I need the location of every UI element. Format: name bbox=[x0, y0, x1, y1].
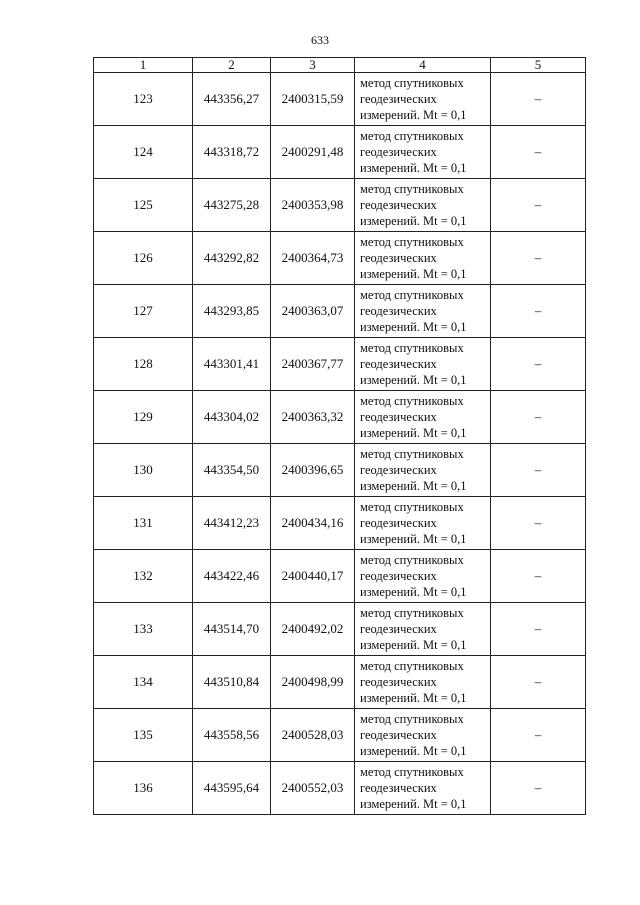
y-coordinate-cell: 2400440,17 bbox=[271, 550, 355, 603]
point-number-cell: 123 bbox=[94, 73, 193, 126]
column-5-cell: – bbox=[491, 179, 586, 232]
column-5-cell: – bbox=[491, 656, 586, 709]
column-header: 1 bbox=[94, 58, 193, 73]
method-cell bbox=[355, 603, 491, 656]
method-line: метод спутниковых bbox=[360, 394, 464, 408]
method-line: геодезических bbox=[360, 463, 437, 477]
point-number-cell: 126 bbox=[94, 232, 193, 285]
table-row bbox=[94, 709, 586, 762]
method-line: метод спутниковых bbox=[360, 182, 464, 196]
table-row bbox=[94, 126, 586, 179]
point-number-cell: 130 bbox=[94, 444, 193, 497]
method-line: измерений. Mt = 0,1 bbox=[360, 108, 467, 122]
method-line: метод спутниковых bbox=[360, 765, 464, 779]
column-5-cell: – bbox=[491, 709, 586, 762]
method-line: измерений. Mt = 0,1 bbox=[360, 214, 467, 228]
y-coordinate-cell: 2400367,77 bbox=[271, 338, 355, 391]
method-cell bbox=[355, 391, 491, 444]
table-row bbox=[94, 656, 586, 709]
method-line: метод спутниковых bbox=[360, 712, 464, 726]
table-row bbox=[94, 603, 586, 656]
method-line: измерений. Mt = 0,1 bbox=[360, 479, 467, 493]
coordinates-table bbox=[93, 57, 586, 815]
method-cell bbox=[355, 497, 491, 550]
point-number-cell: 136 bbox=[94, 762, 193, 815]
method-line: геодезических bbox=[360, 781, 437, 795]
method-line: измерений. Mt = 0,1 bbox=[360, 320, 467, 334]
y-coordinate-cell: 2400315,59 bbox=[271, 73, 355, 126]
method-line: измерений. Mt = 0,1 bbox=[360, 797, 467, 811]
method-line: геодезических bbox=[360, 92, 437, 106]
column-5-cell: – bbox=[491, 126, 586, 179]
column-5-cell: – bbox=[491, 338, 586, 391]
method-line: метод спутниковых bbox=[360, 76, 464, 90]
column-header: 5 bbox=[491, 58, 586, 73]
method-cell bbox=[355, 709, 491, 762]
method-line: метод спутниковых bbox=[360, 500, 464, 514]
method-line: измерений. Mt = 0,1 bbox=[360, 426, 467, 440]
column-5-cell: – bbox=[491, 497, 586, 550]
method-cell bbox=[355, 762, 491, 815]
method-line: геодезических bbox=[360, 410, 437, 424]
y-coordinate-cell: 2400396,65 bbox=[271, 444, 355, 497]
table-row bbox=[94, 444, 586, 497]
point-number-cell: 133 bbox=[94, 603, 193, 656]
y-coordinate-cell: 2400492,02 bbox=[271, 603, 355, 656]
method-cell bbox=[355, 656, 491, 709]
x-coordinate-cell: 443595,64 bbox=[193, 762, 271, 815]
x-coordinate-cell: 443275,28 bbox=[193, 179, 271, 232]
method-line: метод спутниковых bbox=[360, 235, 464, 249]
point-number-cell: 131 bbox=[94, 497, 193, 550]
method-line: геодезических bbox=[360, 357, 437, 371]
method-line: метод спутниковых bbox=[360, 129, 464, 143]
point-number-cell: 127 bbox=[94, 285, 193, 338]
method-line: измерений. Mt = 0,1 bbox=[360, 585, 467, 599]
method-line: метод спутниковых bbox=[360, 659, 464, 673]
table-body bbox=[94, 73, 586, 815]
x-coordinate-cell: 443422,46 bbox=[193, 550, 271, 603]
method-line: измерений. Mt = 0,1 bbox=[360, 161, 467, 175]
method-line: геодезических bbox=[360, 198, 437, 212]
method-cell bbox=[355, 232, 491, 285]
method-line: измерений. Mt = 0,1 bbox=[360, 373, 467, 387]
table-row bbox=[94, 762, 586, 815]
y-coordinate-cell: 2400363,07 bbox=[271, 285, 355, 338]
method-cell bbox=[355, 179, 491, 232]
point-number-cell: 134 bbox=[94, 656, 193, 709]
table-row bbox=[94, 391, 586, 444]
table-row bbox=[94, 285, 586, 338]
column-5-cell: – bbox=[491, 762, 586, 815]
x-coordinate-cell: 443293,85 bbox=[193, 285, 271, 338]
column-header: 4 bbox=[355, 58, 491, 73]
y-coordinate-cell: 2400291,48 bbox=[271, 126, 355, 179]
y-coordinate-cell: 2400552,03 bbox=[271, 762, 355, 815]
method-cell bbox=[355, 285, 491, 338]
x-coordinate-cell: 443514,70 bbox=[193, 603, 271, 656]
point-number-cell: 135 bbox=[94, 709, 193, 762]
method-line: измерений. Mt = 0,1 bbox=[360, 532, 467, 546]
column-header: 2 bbox=[193, 58, 271, 73]
column-5-cell: – bbox=[491, 603, 586, 656]
table-row bbox=[94, 73, 586, 126]
page-number: 633 bbox=[311, 33, 329, 47]
method-line: геодезических bbox=[360, 304, 437, 318]
x-coordinate-cell: 443301,41 bbox=[193, 338, 271, 391]
method-line: измерений. Mt = 0,1 bbox=[360, 691, 467, 705]
column-5-cell: – bbox=[491, 232, 586, 285]
column-5-cell: – bbox=[491, 391, 586, 444]
method-line: метод спутниковых bbox=[360, 553, 464, 567]
method-cell bbox=[355, 73, 491, 126]
column-5-cell: – bbox=[491, 285, 586, 338]
method-line: геодезических bbox=[360, 569, 437, 583]
point-number-cell: 129 bbox=[94, 391, 193, 444]
y-coordinate-cell: 2400498,99 bbox=[271, 656, 355, 709]
method-line: метод спутниковых bbox=[360, 341, 464, 355]
point-number-cell: 124 bbox=[94, 126, 193, 179]
x-coordinate-cell: 443304,02 bbox=[193, 391, 271, 444]
method-cell bbox=[355, 338, 491, 391]
x-coordinate-cell: 443558,56 bbox=[193, 709, 271, 762]
column-5-cell: – bbox=[491, 73, 586, 126]
x-coordinate-cell: 443412,23 bbox=[193, 497, 271, 550]
column-5-cell: – bbox=[491, 444, 586, 497]
method-line: метод спутниковых bbox=[360, 606, 464, 620]
table-row bbox=[94, 497, 586, 550]
x-coordinate-cell: 443292,82 bbox=[193, 232, 271, 285]
method-line: геодезических bbox=[360, 516, 437, 530]
method-cell bbox=[355, 444, 491, 497]
method-line: геодезических bbox=[360, 728, 437, 742]
method-line: метод спутниковых bbox=[360, 288, 464, 302]
y-coordinate-cell: 2400434,16 bbox=[271, 497, 355, 550]
x-coordinate-cell: 443510,84 bbox=[193, 656, 271, 709]
table-header-row bbox=[94, 58, 586, 73]
x-coordinate-cell: 443354,50 bbox=[193, 444, 271, 497]
method-line: измерений. Mt = 0,1 bbox=[360, 267, 467, 281]
method-cell bbox=[355, 550, 491, 603]
column-header: 3 bbox=[271, 58, 355, 73]
table-row bbox=[94, 179, 586, 232]
point-number-cell: 128 bbox=[94, 338, 193, 391]
x-coordinate-cell: 443356,27 bbox=[193, 73, 271, 126]
method-line: геодезических bbox=[360, 622, 437, 636]
method-line: метод спутниковых bbox=[360, 447, 464, 461]
method-line: геодезических bbox=[360, 145, 437, 159]
column-5-cell: – bbox=[491, 550, 586, 603]
method-line: геодезических bbox=[360, 675, 437, 689]
method-line: измерений. Mt = 0,1 bbox=[360, 744, 467, 758]
y-coordinate-cell: 2400528,03 bbox=[271, 709, 355, 762]
method-cell bbox=[355, 126, 491, 179]
method-line: измерений. Mt = 0,1 bbox=[360, 638, 467, 652]
y-coordinate-cell: 2400363,32 bbox=[271, 391, 355, 444]
point-number-cell: 125 bbox=[94, 179, 193, 232]
table-row bbox=[94, 338, 586, 391]
method-line: геодезических bbox=[360, 251, 437, 265]
y-coordinate-cell: 2400353,98 bbox=[271, 179, 355, 232]
x-coordinate-cell: 443318,72 bbox=[193, 126, 271, 179]
point-number-cell: 132 bbox=[94, 550, 193, 603]
table-row bbox=[94, 550, 586, 603]
y-coordinate-cell: 2400364,73 bbox=[271, 232, 355, 285]
table-row bbox=[94, 232, 586, 285]
